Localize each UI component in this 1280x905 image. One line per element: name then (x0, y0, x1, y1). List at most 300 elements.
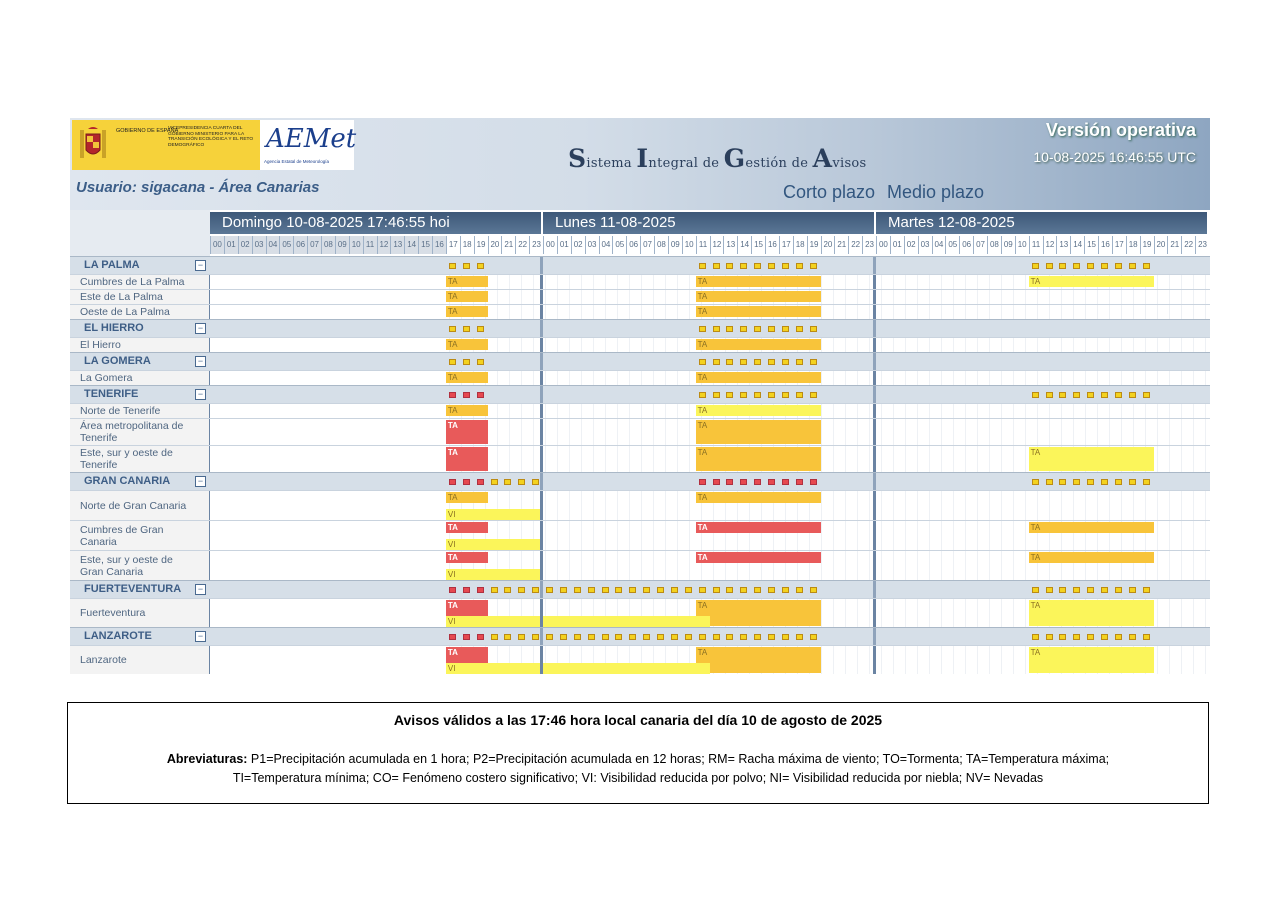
warning-level-marker (477, 392, 484, 398)
warning-level-marker (796, 392, 803, 398)
warning-level-marker (504, 479, 511, 485)
hour-label: 17 (1112, 236, 1126, 254)
hour-row (543, 236, 876, 254)
day-separator (540, 521, 543, 550)
warning-level-marker (1073, 587, 1080, 593)
warning-bar[interactable]: TA (446, 600, 488, 626)
warning-bar[interactable]: TA (696, 405, 821, 416)
hour-label: 10 (1015, 236, 1029, 254)
zone-name[interactable]: El Hierro (70, 338, 210, 352)
past-hours (210, 419, 446, 445)
warning-level-marker (1046, 392, 1053, 398)
zone-hour-cells (210, 305, 1210, 319)
warning-level-marker (671, 634, 678, 640)
hour-label: 04 (599, 236, 613, 254)
hour-label: 23 (862, 236, 876, 254)
day-separator (873, 338, 876, 352)
hour-label: 06 (293, 236, 307, 254)
warning-level-marker (449, 326, 456, 332)
zone-row (70, 445, 1210, 472)
island-name[interactable]: LANZAROTE (84, 630, 152, 642)
warning-level-marker (1115, 587, 1122, 593)
day-header: Domingo 10-08-2025 17:46:55 hoi (210, 212, 541, 234)
day-separator (540, 305, 543, 319)
warning-bar[interactable]: TA (446, 447, 488, 471)
day-separator (873, 386, 876, 403)
hour-label: 21 (834, 236, 848, 254)
day-separator (540, 419, 543, 445)
warning-level-marker (532, 634, 539, 640)
hour-row (210, 236, 543, 254)
warning-level-marker (1143, 587, 1150, 593)
warning-level-marker (629, 587, 636, 593)
warning-bar[interactable]: TA (446, 552, 488, 563)
hour-label: 05 (279, 236, 293, 254)
warning-level-marker (477, 359, 484, 365)
warning-level-marker (754, 479, 761, 485)
hour-label: 22 (515, 236, 529, 254)
warning-level-marker (463, 587, 470, 593)
warning-level-marker (810, 359, 817, 365)
warning-bar[interactable]: TA (696, 552, 821, 563)
warning-level-marker (1059, 634, 1066, 640)
zone-name[interactable]: Este de La Palma (70, 290, 210, 304)
hour-label: 05 (612, 236, 626, 254)
aemet-wordmark: AEMet (266, 124, 357, 154)
zone-hour-cells (210, 290, 1210, 304)
warning-level-marker (1087, 263, 1094, 269)
zone-name[interactable]: Fuerteventura (70, 599, 210, 627)
hour-label: 16 (765, 236, 779, 254)
warning-level-marker (740, 634, 747, 640)
hour-label: 09 (668, 236, 682, 254)
warning-level-marker (754, 359, 761, 365)
warning-level-marker (546, 634, 553, 640)
warning-level-marker (1032, 479, 1039, 485)
warning-level-marker (726, 634, 733, 640)
warning-level-marker (1073, 634, 1080, 640)
zone-row (70, 403, 1210, 418)
island-header (70, 580, 1210, 598)
warning-level-marker (782, 359, 789, 365)
warning-level-marker (810, 587, 817, 593)
zone-name[interactable]: Norte de Gran Canaria (70, 491, 210, 520)
day-header: Martes 12-08-2025 (876, 212, 1207, 234)
warning-level-marker (477, 634, 484, 640)
zone-hour-cells (210, 491, 1210, 520)
warning-level-marker (615, 634, 622, 640)
warning-level-marker (796, 326, 803, 332)
past-hours (210, 646, 446, 674)
warning-bar[interactable]: VI (446, 509, 543, 520)
day-separator (540, 275, 543, 289)
day-separator (873, 290, 876, 304)
warning-bar[interactable]: TA (446, 492, 488, 503)
warning-level-marker (518, 587, 525, 593)
warning-level-marker (463, 392, 470, 398)
island-header (70, 385, 1210, 403)
hour-label: 13 (1056, 236, 1070, 254)
zone-row (70, 645, 1210, 674)
warning-level-marker (726, 479, 733, 485)
zone-name[interactable]: Este, sur y oeste de Tenerife (70, 446, 210, 472)
warning-level-marker (1032, 634, 1039, 640)
warning-level-marker (726, 392, 733, 398)
warning-bar[interactable]: TA (446, 276, 488, 287)
hour-label: 11 (363, 236, 377, 254)
warning-level-marker (1087, 587, 1094, 593)
warning-level-marker (740, 587, 747, 593)
day-separator (873, 305, 876, 319)
warning-level-marker (463, 263, 470, 269)
zone-name[interactable]: Cumbres de La Palma (70, 275, 210, 289)
zone-row (70, 490, 1210, 520)
day-separator (873, 646, 876, 674)
hour-label: 06 (626, 236, 640, 254)
island-name[interactable]: TENERIFE (84, 388, 139, 400)
hour-label: 09 (335, 236, 349, 254)
warning-bar[interactable]: TA (446, 647, 488, 673)
warning-level-marker (532, 587, 539, 593)
zone-hour-cells (210, 551, 1210, 580)
hour-label: 03 (252, 236, 266, 254)
warning-level-marker (754, 392, 761, 398)
island-name[interactable]: LA PALMA (84, 259, 140, 271)
hour-label: 00 (876, 236, 890, 254)
warning-level-marker (449, 587, 456, 593)
hour-label: 01 (224, 236, 238, 254)
warning-level-marker (1032, 263, 1039, 269)
warning-level-marker (713, 359, 720, 365)
day-separator (873, 628, 876, 645)
warning-level-marker (699, 634, 706, 640)
warning-level-marker (699, 392, 706, 398)
warning-level-marker (463, 479, 470, 485)
zone-name[interactable]: Cumbres de Gran Canaria (70, 521, 210, 550)
utc-datetime: 10-08-2025 16:46:55 UTC (1033, 149, 1196, 165)
warning-level-marker (713, 479, 720, 485)
hour-label: 03 (585, 236, 599, 254)
warning-level-marker (518, 479, 525, 485)
hour-label: 07 (640, 236, 654, 254)
warning-level-marker (796, 359, 803, 365)
zone-name[interactable]: Lanzarote (70, 646, 210, 674)
day-separator (873, 521, 876, 550)
zone-name[interactable]: Área metropolitana de Tenerife (70, 419, 210, 445)
warning-bar[interactable]: TA (1029, 647, 1154, 673)
day-separator (540, 646, 543, 674)
warning-level-marker (463, 634, 470, 640)
hour-label: 17 (779, 236, 793, 254)
warning-level-marker (463, 326, 470, 332)
hour-label: 04 (266, 236, 280, 254)
warning-level-marker (754, 263, 761, 269)
zone-row (70, 550, 1210, 580)
ministry-text: VICEPRESIDENCIA CUARTA DEL GOBIERNO MINISTERIO PARA LA TRANSICIÓN ECOLÓGICA Y EL RETO DEMOGRÁFICO (168, 126, 254, 148)
warning-level-marker (1143, 392, 1150, 398)
hour-label: 13 (723, 236, 737, 254)
warning-level-marker (1115, 263, 1122, 269)
hour-label: 06 (959, 236, 973, 254)
warning-level-marker (532, 479, 539, 485)
warning-level-marker (699, 326, 706, 332)
hour-label: 03 (918, 236, 932, 254)
day-separator (540, 353, 543, 370)
warning-level-marker (449, 263, 456, 269)
warning-bar[interactable]: TA (446, 522, 488, 533)
warning-level-marker (782, 263, 789, 269)
hour-label: 14 (1070, 236, 1084, 254)
day-separator (873, 599, 876, 627)
warning-bar[interactable]: TA (696, 522, 821, 533)
warning-level-marker (768, 587, 775, 593)
warning-level-marker (1143, 634, 1150, 640)
validity-title: Avisos válidos a las 17:46 hora local canaria del día 10 de agosto de 2025 (393, 712, 883, 728)
zone-row (70, 520, 1210, 550)
warning-level-marker (1143, 479, 1150, 485)
warning-level-marker (1129, 479, 1136, 485)
hour-label: 22 (848, 236, 862, 254)
warning-level-marker (1129, 634, 1136, 640)
warning-bar[interactable]: TA (1029, 600, 1154, 626)
warning-bar[interactable]: TA (696, 339, 821, 350)
warning-level-marker (1059, 263, 1066, 269)
warning-bar[interactable]: TA (1029, 276, 1154, 287)
warning-level-marker (782, 587, 789, 593)
zone-hour-cells (210, 419, 1210, 445)
warning-bar[interactable]: TA (696, 600, 821, 626)
past-hours (210, 305, 446, 319)
warning-level-marker (810, 634, 817, 640)
zone-name[interactable]: La Gomera (70, 371, 210, 385)
hour-label: 18 (1126, 236, 1140, 254)
warning-level-marker (740, 359, 747, 365)
warning-level-marker (1115, 392, 1122, 398)
day-separator (873, 551, 876, 580)
aemet-logo[interactable] (260, 120, 357, 170)
hour-label: 20 (1154, 236, 1168, 254)
warning-level-marker (1046, 587, 1053, 593)
collapse-toggle[interactable]: − (195, 476, 206, 487)
warning-level-marker (449, 634, 456, 640)
warning-bar[interactable]: TA (446, 339, 488, 350)
island-name[interactable]: EL HIERRO (84, 322, 144, 334)
warning-bar[interactable]: TA (696, 291, 821, 302)
zone-row (70, 370, 1210, 385)
version-label: Versión operativa (1045, 120, 1196, 140)
warning-level-marker (602, 634, 609, 640)
warning-level-marker (782, 392, 789, 398)
warning-bar[interactable]: TA (696, 492, 821, 503)
day-separator (873, 404, 876, 418)
warning-level-marker (574, 634, 581, 640)
hour-label: 12 (710, 236, 724, 254)
warning-level-marker (657, 634, 664, 640)
warning-bar[interactable]: VI (446, 616, 543, 627)
warning-bar[interactable]: TA (446, 291, 488, 302)
hour-label: 16 (432, 236, 446, 254)
past-hours (210, 275, 446, 289)
warning-level-marker (1115, 479, 1122, 485)
warning-level-marker (713, 634, 720, 640)
warning-bar[interactable]: TA (446, 420, 488, 444)
warning-level-marker (1073, 263, 1080, 269)
day-separator (540, 257, 543, 274)
warning-level-marker (810, 392, 817, 398)
warning-level-marker (699, 263, 706, 269)
hour-label: 14 (737, 236, 751, 254)
warning-bar[interactable]: VI (446, 539, 543, 550)
warning-level-marker (810, 479, 817, 485)
warning-level-marker (740, 263, 747, 269)
hour-label: 10 (682, 236, 696, 254)
zone-row (70, 598, 1210, 627)
collapse-toggle[interactable]: − (195, 323, 206, 334)
day-separator (540, 371, 543, 385)
island-name[interactable]: GRAN CANARIA (84, 475, 171, 487)
warning-bar[interactable]: TA (1029, 447, 1154, 471)
warning-level-marker (588, 634, 595, 640)
day-separator (873, 419, 876, 445)
zone-hour-cells (210, 599, 1210, 627)
warning-level-marker (477, 479, 484, 485)
hour-label: 15 (751, 236, 765, 254)
warning-level-marker (699, 479, 706, 485)
warning-level-marker (1059, 392, 1066, 398)
collapse-toggle[interactable]: − (195, 389, 206, 400)
warning-level-marker (1073, 392, 1080, 398)
zone-name[interactable]: Oeste de La Palma (70, 305, 210, 319)
warning-level-marker (491, 587, 498, 593)
warning-level-marker (740, 392, 747, 398)
island-header (70, 319, 1210, 337)
warning-level-marker (657, 587, 664, 593)
warning-level-marker (643, 634, 650, 640)
warning-bar[interactable]: TA (696, 372, 821, 383)
warning-bar[interactable]: TA (696, 420, 821, 444)
warning-level-marker (1129, 587, 1136, 593)
day-separator (540, 599, 543, 627)
warning-bar[interactable]: TA (696, 306, 821, 317)
warning-level-marker (560, 634, 567, 640)
collapse-toggle[interactable]: − (195, 260, 206, 271)
warning-level-marker (699, 587, 706, 593)
warning-level-marker (782, 634, 789, 640)
warning-bar[interactable]: TA (1029, 522, 1154, 533)
warning-bar[interactable]: TA (1029, 552, 1154, 563)
warning-bar[interactable]: TA (696, 447, 821, 471)
warning-level-marker (1101, 392, 1108, 398)
warning-level-marker (699, 359, 706, 365)
hour-label: 08 (987, 236, 1001, 254)
hour-label: 07 (973, 236, 987, 254)
hour-label: 12 (377, 236, 391, 254)
legend-box (67, 702, 1209, 804)
warning-bar[interactable]: TA (446, 405, 488, 416)
warning-level-marker (1059, 479, 1066, 485)
zone-name[interactable]: Norte de Tenerife (70, 404, 210, 418)
warning-bar[interactable]: TA (696, 276, 821, 287)
day-separator (540, 404, 543, 418)
day-separator (540, 338, 543, 352)
day-separator (540, 473, 543, 490)
warning-bar[interactable] (543, 616, 710, 627)
warning-level-marker (1101, 263, 1108, 269)
day-separator (540, 628, 543, 645)
warning-level-marker (1046, 263, 1053, 269)
zone-name[interactable]: Este, sur y oeste de Gran Canaria (70, 551, 210, 580)
warning-level-marker (546, 587, 553, 593)
warning-level-marker (629, 634, 636, 640)
past-hours (210, 521, 446, 550)
zone-row (70, 418, 1210, 445)
warning-level-marker (754, 326, 761, 332)
warning-level-marker (768, 263, 775, 269)
warning-level-marker (810, 263, 817, 269)
island-name[interactable]: LA GOMERA (84, 355, 151, 367)
warning-level-marker (1073, 479, 1080, 485)
past-hours (210, 446, 446, 472)
warning-level-marker (796, 263, 803, 269)
island-name[interactable]: FUERTEVENTURA (84, 583, 182, 595)
zone-row (70, 289, 1210, 304)
corto-plazo-link[interactable]: Corto plazo (783, 182, 876, 202)
day-separator (540, 386, 543, 403)
warning-level-marker (1129, 263, 1136, 269)
hour-label: 21 (501, 236, 515, 254)
warning-level-marker (1101, 587, 1108, 593)
warning-bar[interactable]: TA (446, 372, 488, 383)
warning-level-marker (1087, 479, 1094, 485)
hour-label: 17 (446, 236, 460, 254)
day-separator (540, 320, 543, 337)
warning-bar[interactable]: VI (446, 663, 543, 674)
siga-app (70, 118, 1210, 675)
day-separator (540, 581, 543, 598)
warning-bar[interactable] (543, 663, 710, 674)
warning-bar[interactable]: VI (446, 569, 543, 580)
warning-level-marker (560, 587, 567, 593)
warning-level-marker (1032, 392, 1039, 398)
day-separator (873, 446, 876, 472)
warning-level-marker (588, 587, 595, 593)
warning-level-marker (449, 392, 456, 398)
collapse-toggle[interactable]: − (195, 584, 206, 595)
hour-label: 20 (821, 236, 835, 254)
warning-level-marker (796, 587, 803, 593)
medio-plazo-link[interactable]: Medio plazo (887, 182, 985, 202)
warning-level-marker (726, 359, 733, 365)
day-separator (873, 257, 876, 274)
warning-bar[interactable]: TA (446, 306, 488, 317)
day-separator (873, 353, 876, 370)
collapse-toggle[interactable]: − (195, 356, 206, 367)
hour-label: 19 (1140, 236, 1154, 254)
hour-label: 18 (460, 236, 474, 254)
header-banner (70, 118, 1210, 210)
warning-level-marker (768, 326, 775, 332)
collapse-toggle[interactable]: − (195, 631, 206, 642)
day-separator (540, 446, 543, 472)
hour-label: 00 (210, 236, 224, 254)
warning-level-marker (1087, 392, 1094, 398)
warning-level-marker (504, 634, 511, 640)
day-separator (873, 320, 876, 337)
warning-level-marker (491, 479, 498, 485)
system-title: Sistema Integral de Gestión de Avisos (568, 144, 867, 173)
warning-bar[interactable]: TA (696, 647, 821, 673)
warning-level-marker (768, 634, 775, 640)
